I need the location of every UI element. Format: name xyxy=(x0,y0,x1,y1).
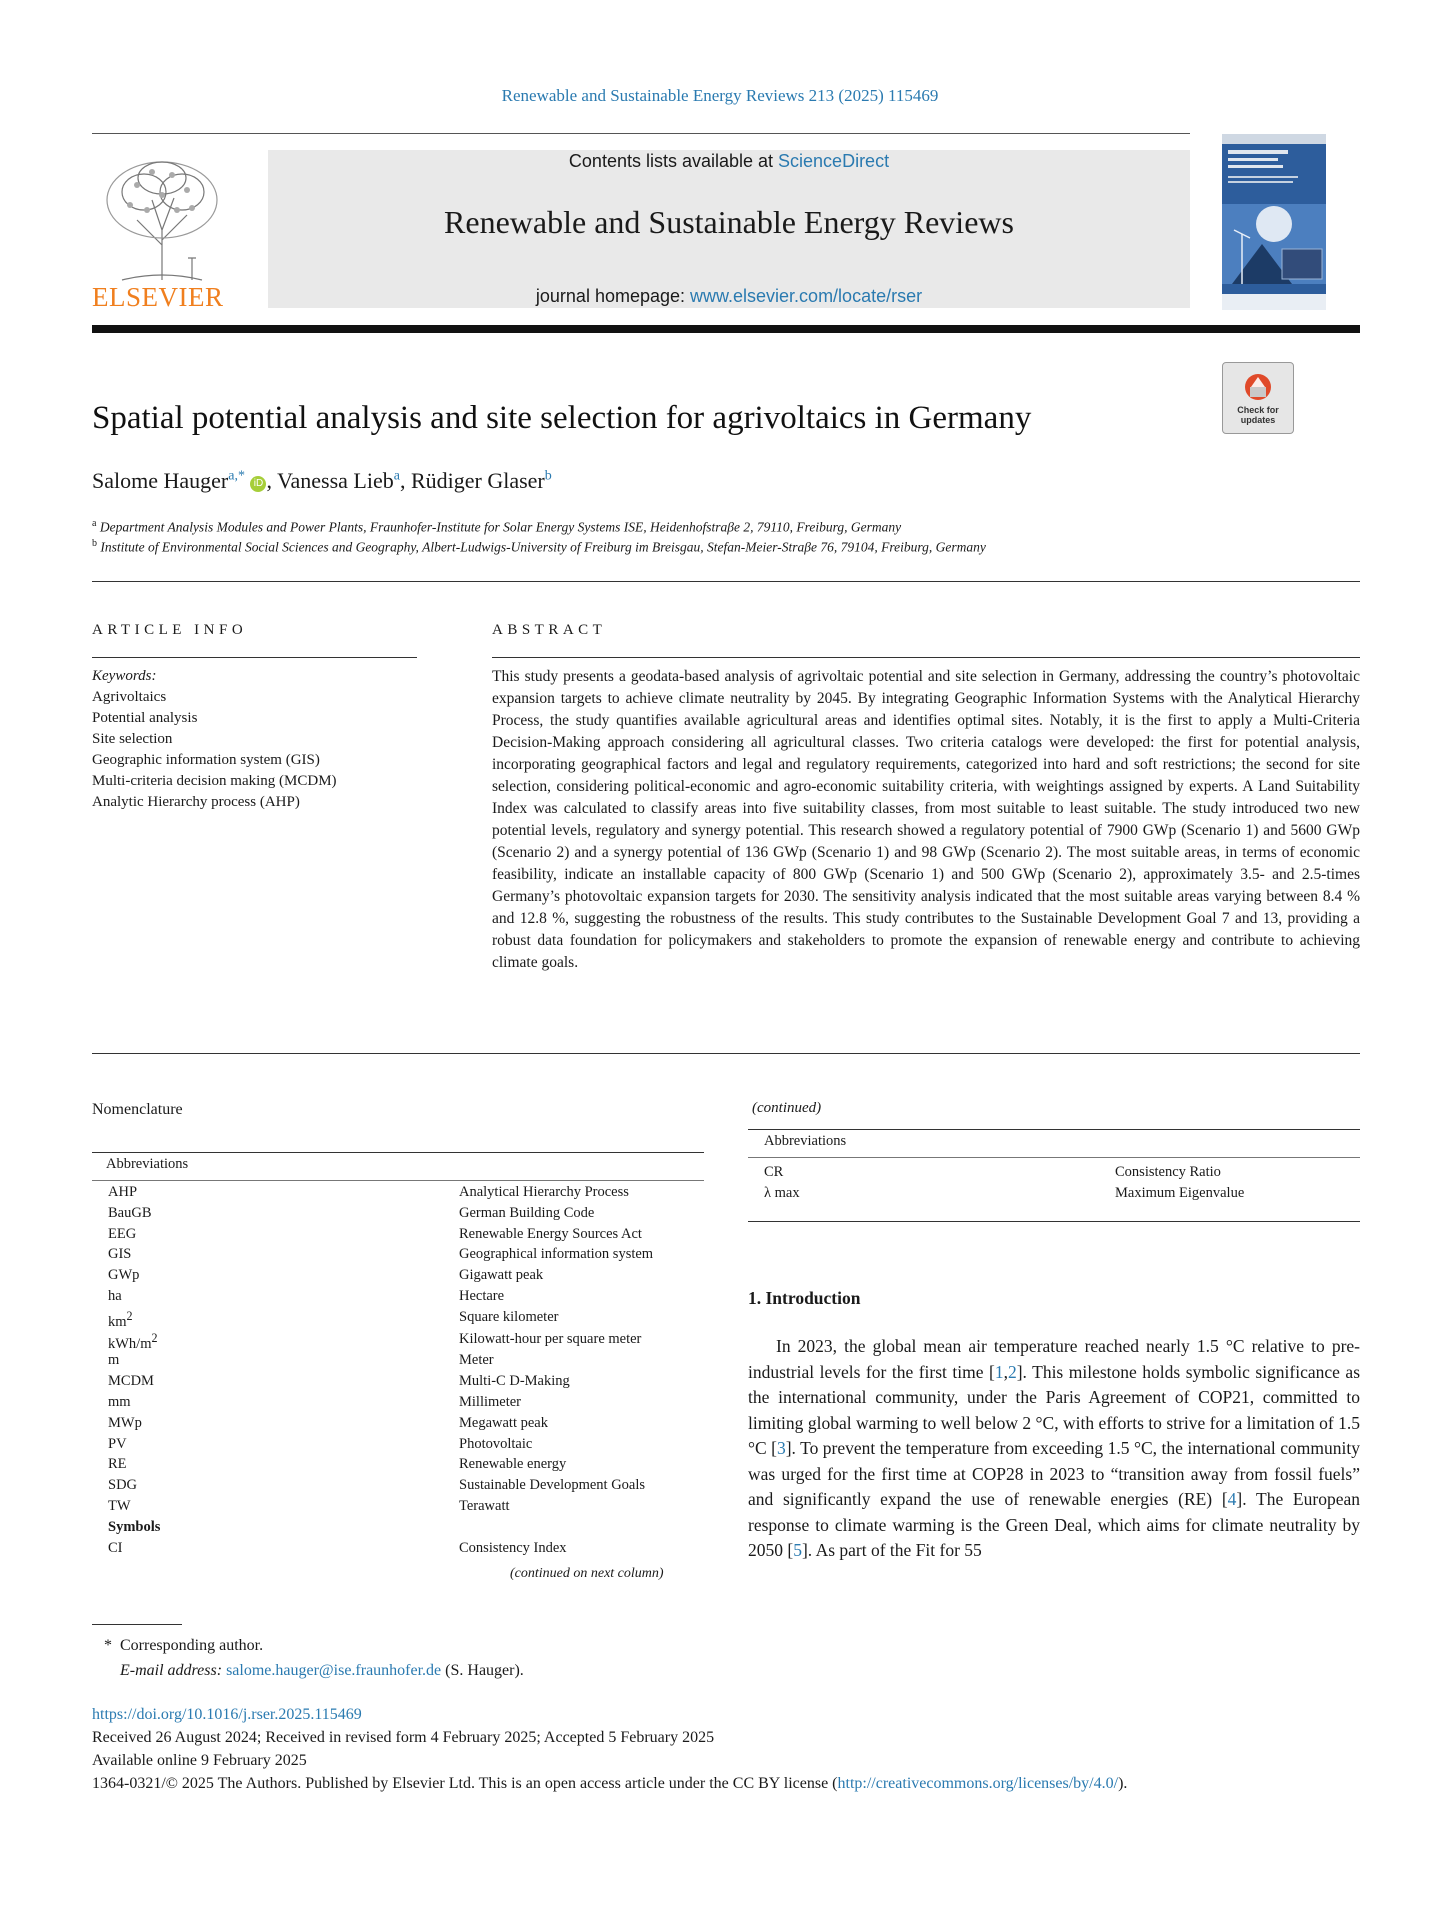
crossmark-label: Check for xyxy=(1237,405,1279,415)
abstract-text: This study presents a geodata-based analysis of agrivoltaic potential and site selection in Germany, addressing the country’s photovoltaic expansion targets to achieve climate neutrality by 2045. By integrating Geographic Information Systems with the Analytical Hierarchy Process, the study quantifies available agricultural areas and identifies optimal sites. Notably, it is the first to apply a Multi-Criteria Decision-Making approach considering all agricultural classes. Two criteria catalogs were developed: the first for potential analysis, incorporating geographical factors and legal and regulatory requirements, categorized into hard and soft restrictions; the second for site selection, considering political-economic and agro-economic suitability criteria, with weightings assigned by experts. A Land Suitability Index was calculated to classify areas into five suitability classes, from most suitable to least suitable. The study introduced two new potential levels, regulatory and synergy potential. This research showed a regulatory potential of 7900 GWp (Scenario 1) and 5600 GWp (Scenario 2) and a synergy potential of 136 GWp (Scenario 1) and 98 GWp (Scenario 2). The most suitable areas, in terms of economic feasibility, indicate an installable capacity of 800 GWp (Scenario 1) and 500 GWp (Scenario 2), approximately 3.5- and 2.5-times Germany’s photovoltaic expansion targets for 2030. The sensitivity analysis indicated that the most suitable areas varying between 8.4 % and 12.8 %, suggesting the robustness of the results. This study contributes to the Sustainable Development Goal 7 and 13, providing a robust data foundation for policymakers and stakeholders to promote the expansion of renewable energy and contribute to achieving climate goals. xyxy=(492,668,1360,971)
affiliation-a: $^a$ Department Analysis Modules and Power Plants, Fraunhofer-Institute for Solar Energy Systems ISE, Heidenhofstraβe 2, 79110, Freiburg, Germany xyxy=(92,518,902,535)
homepage-link[interactable]: www.elsevier.com/locate/rser xyxy=(690,286,923,306)
journal-masthead xyxy=(268,150,1190,308)
keyword-item: Potential analysis xyxy=(92,710,198,726)
keyword-item: Agrivoltaics xyxy=(92,689,167,705)
keywords-block xyxy=(92,666,422,813)
citation-link[interactable]: 3 xyxy=(776,1438,786,1458)
introduction-text: In 2023, the global mean air temperature reached nearly 1.5 °C relative to pre-industrial levels for the first time [1,2]. This milestone holds symbolic significance as the international community, under the Paris Agreement of COP21, committed to limiting global warming to well below 2 °C, with efforts to strive for a limitation of 1.5 °C [3]. To prevent the temperature from exceeding 1.5 °C, the international community was urged for the first time at COP28 in 2023 to “transition away from fossil fuels” and significantly expand the use of renewable energies (RE) [4]. The European response to climate warming is the Green Deal, which aims for climate neutrality by 2050 [5]. As part of the Fit for 55 xyxy=(748,1336,1361,1560)
abstract-bottom-rule xyxy=(92,1053,1360,1054)
table-row: ha Hectare xyxy=(108,1287,505,1304)
doi-link[interactable]: https://doi.org/10.1016/j.rser.2025.115469 xyxy=(92,1706,362,1723)
author-affil-sup[interactable]: b xyxy=(544,468,552,484)
table-row: EEG Renewable Energy Sources Act xyxy=(108,1225,642,1242)
abstract-rule xyxy=(492,657,1360,658)
contents-line: Contents lists available at ScienceDirect xyxy=(568,151,890,171)
continued-bottom-rule xyxy=(748,1221,1360,1222)
nomenclature-title: Nomenclature xyxy=(92,1101,183,1118)
homepage-line: journal homepage: www.elsevier.com/locate/rser xyxy=(535,286,923,306)
table-row: m Meter xyxy=(108,1352,494,1369)
orcid-icon[interactable]: iD xyxy=(250,476,266,492)
article-title: Spatial potential analysis and site selection for agrivoltaics in Germany xyxy=(92,400,1032,436)
section-rule xyxy=(92,581,1360,582)
continued-note: (continued on next column) xyxy=(510,1566,664,1581)
author-list: Salome Hauger$^{a,*}$ iD , Vanessa Lieb$^a$, Rüdiger Glaser$^b$ xyxy=(92,468,552,493)
citation-link[interactable]: 2 xyxy=(1007,1361,1017,1382)
author-affil-sup[interactable]: a xyxy=(393,468,400,484)
crossmark-icon xyxy=(1223,363,1293,433)
continued-table xyxy=(748,1164,1360,1206)
table-row: CI Consistency Index xyxy=(108,1539,567,1556)
keywords-label: Keywords: xyxy=(92,668,157,684)
author-name[interactable]: Vanessa Lieb xyxy=(277,468,394,493)
corresponding-author-note: * Corresponding author. xyxy=(104,1637,264,1654)
abbreviations-heading: Abbreviations xyxy=(106,1156,189,1172)
article-info-rule xyxy=(92,657,417,658)
introduction-heading: 1. Introduction xyxy=(748,1288,861,1308)
table-row: GWp Gigawatt peak xyxy=(108,1267,544,1284)
author-name[interactable]: Salome Hauger xyxy=(92,468,229,493)
author-affil-sup[interactable]: a,* xyxy=(228,468,245,484)
table-row: PV Photovoltaic xyxy=(108,1435,533,1452)
received-dates: Received 26 August 2024; Received in revised form 4 February 2025; Accepted 5 February 2025 xyxy=(92,1729,715,1746)
table-row: GIS Geographical information system xyxy=(108,1246,654,1263)
license-line: 1364-0321/© 2025 The Authors. Published by Elsevier Ltd. This is an open access article under the CC BY license (http://creativecommons.org/licenses/by/4.0/). xyxy=(92,1775,1128,1792)
header-rule xyxy=(92,133,1190,134)
keyword-item: Analytic Hierarchy process (AHP) xyxy=(92,794,300,810)
affiliation-b: $^b$ Institute of Environmental Social Sciences and Geography, Albert-Ludwigs-University of Freiburg im Breisgau, Stefan-Meier-Straβe 76, 79104, Freiburg, Germany xyxy=(92,538,986,555)
continued-rule xyxy=(748,1129,1360,1130)
table-row: λ max Maximum Eigenvalue xyxy=(764,1184,1245,1201)
email-line: E-mail address: salome.hauger@ise.fraunhofer.de (S. Hauger). xyxy=(120,1662,524,1679)
author-name[interactable]: Rüdiger Glaser xyxy=(410,468,545,493)
article-info-heading: ARTICLE INFO xyxy=(92,622,248,638)
table-row: AHP Analytical Hierarchy Process xyxy=(108,1184,629,1200)
table-row: SDG Sustainable Development Goals xyxy=(108,1477,646,1494)
svg-text:updates: updates xyxy=(1240,415,1276,425)
license-link[interactable]: http://creativecommons.org/licenses/by/4.0/ xyxy=(837,1775,1119,1792)
email-link[interactable]: salome.hauger@ise.fraunhofer.de xyxy=(226,1662,442,1679)
nomenclature-rule xyxy=(92,1152,704,1153)
check-for-updates-badge[interactable] xyxy=(1222,362,1294,434)
abbreviations-rule xyxy=(92,1180,704,1181)
journal-cover-image[interactable] xyxy=(1222,134,1326,310)
journal-title: Renewable and Sustainable Energy Reviews xyxy=(444,204,1014,240)
table-row: Symbols xyxy=(108,1518,161,1535)
continued-abbrev-heading: Abbreviations xyxy=(764,1133,847,1149)
table-row: $km^2$ Square kilometer xyxy=(108,1308,559,1330)
table-row: TW Terawatt xyxy=(108,1498,510,1515)
table-row: CR Consistency Ratio xyxy=(764,1164,1221,1180)
table-row: BauGB German Building Code xyxy=(108,1204,595,1221)
citation-link[interactable]: 4 xyxy=(1227,1489,1237,1509)
table-row: MCDM Multi-C D-Making xyxy=(108,1373,570,1390)
table-row: mm Millimeter xyxy=(108,1394,522,1411)
available-online: Available online 9 February 2025 xyxy=(92,1752,307,1769)
continued-title: (continued) xyxy=(752,1100,822,1116)
footnote-rule xyxy=(92,1624,182,1625)
table-row: kWh/$m^2$ Kilowatt-hour per square meter xyxy=(108,1330,642,1352)
table-row: RE Renewable energy xyxy=(108,1456,567,1473)
keyword-item: Geographic information system (GIS) xyxy=(92,752,320,768)
citation-link[interactable]: 1 xyxy=(994,1361,1004,1382)
elsevier-wordmark: ELSEVIER xyxy=(92,282,224,312)
masthead-thick-rule xyxy=(92,325,1360,333)
table-row: MWp Megawatt peak xyxy=(108,1414,548,1431)
citation-link[interactable]: 5 xyxy=(793,1540,802,1560)
keyword-item: Site selection xyxy=(92,731,173,747)
nomenclature-table xyxy=(92,1184,704,1560)
journal-reference[interactable]: Renewable and Sustainable Energy Reviews 213 (2025) 115469 xyxy=(501,86,939,105)
sciencedirect-link[interactable]: ScienceDirect xyxy=(778,151,890,171)
continued-abbrev-rule xyxy=(748,1157,1360,1158)
keyword-item: Multi-criteria decision making (MCDM) xyxy=(92,773,337,789)
abstract-heading: ABSTRACT xyxy=(492,622,607,638)
